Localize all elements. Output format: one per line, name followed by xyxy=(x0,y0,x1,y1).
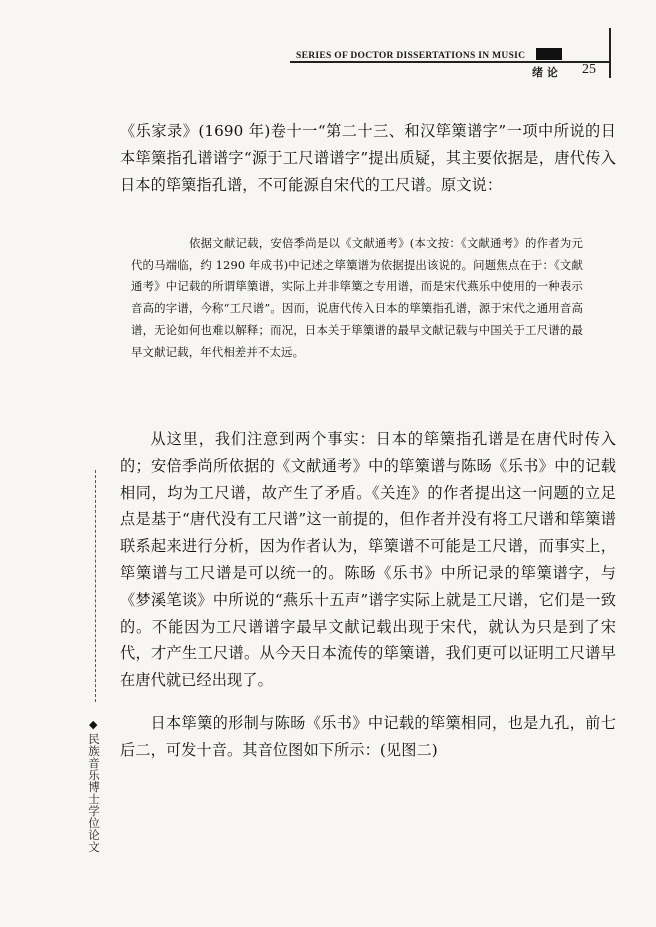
running-header-section: 绪 论 xyxy=(532,66,558,79)
header-vertical-rule xyxy=(609,28,611,78)
page-number: 25 xyxy=(582,62,596,77)
paragraph-2: 从这里，我们注意到两个事实：日本的筚篥指孔谱是在唐代时传入的；安倍季尚所依据的《文献通考》中的筚篥谱与陈旸《乐书》中的记载相同，均为工尺谱，故产生了矛盾。《关连》的作者提出这一问题的立足点是基于“唐代没有工尺谱”这一前提的，但作者并没有将工尺谱和筚篥谱联系起来进行分析，因为作者认为，筚篥谱不可能是工尺谱，而事实上，筚篥谱与工尺谱是可以统一的。陈旸《乐书》中所记录的筚篥谱字，与《梦溪笔谈》中所说的“燕乐十五声”谱字实际上就是工尺谱，它们是一致的。不能因为工尺谱谱字最早文献记载出现于宋代，就认为只是到了宋代，才产生工尺谱。从今天日本流传的筚篥谱，我们更可以证明工尺谱早在唐代就已经出现了。 xyxy=(120,430,616,690)
running-header-series: SERIES OF DOCTOR DISSERTATIONS IN MUSIC xyxy=(296,51,526,61)
margin-dashed-line xyxy=(95,470,96,702)
header-black-bar xyxy=(536,48,562,60)
paragraph-3: 日本筚篥的形制与陈旸《乐书》中记载的筚篥相同，也是九孔，前七后二，可发十音。其音位图如下所示：(见图二) xyxy=(120,714,616,759)
margin-vertical-title: 民族音乐博士学位论文 xyxy=(87,733,101,853)
margin-diamond-icon: ◆ xyxy=(89,718,98,731)
paragraph-1: 《乐家录》(1690 年)卷十一“第二十三、和汉筚篥谱字”一项中所说的日本筚篥指孔谱谱字“源于工尺谱谱字”提出质疑，其主要依据是，唐代传入日本的筚篥指孔谱，不可能源自宋代的工尺谱。原文说： xyxy=(120,122,616,194)
header-rule xyxy=(290,61,610,63)
block-quote: 依据文献记载，安倍季尚是以《文献通考》(本文按：《文献通考》的作者为元代的马端临，约 1290 年成书)中记述之筚篥谱为依据提出该说的。问题焦点在于：《文献通考》中记载的所谓筚篥谱，实际上并非筚篥之专用谱，而是宋代燕乐中使用的一种表示音高的字谱，今称“工尺谱”。因而，说唐代传入日本的筚篥指孔谱，源于宋代之通用音高谱，无论如何也难以解释；而况，日本关于筚篥谱的最早文献记载与中国关于工尺谱的最早文献记载，年代相差并不太远。 xyxy=(131,236,583,359)
